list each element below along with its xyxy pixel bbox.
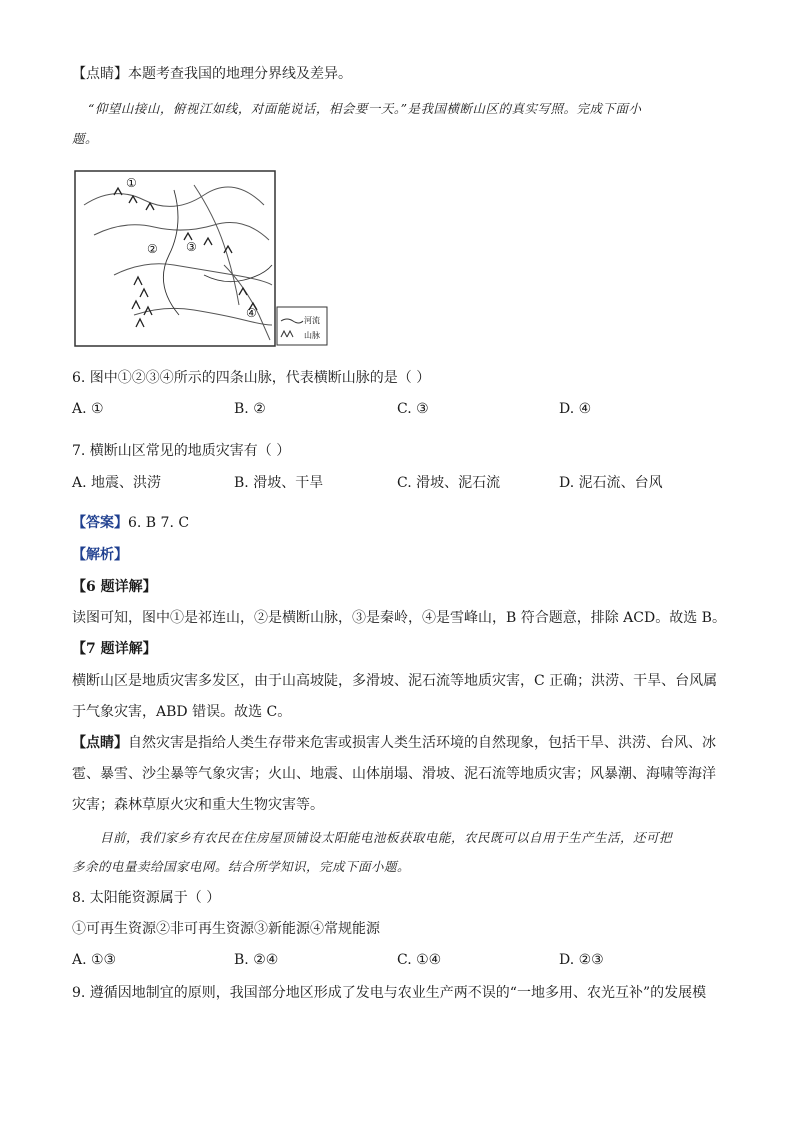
legend-river-label: 河流 xyxy=(304,316,320,325)
map-label-2: ② xyxy=(147,242,158,256)
dianjing-label: 【点睛】 xyxy=(72,735,128,751)
question-9-stem: 9. 遵循因地制宜的原则，我国部分地区形成了发电与农业生产两不误的“一地多用、农光互补”的发展模 xyxy=(72,985,707,1001)
q8-option-d: D. ②③ xyxy=(559,952,604,968)
answer-text: 6. B 7. C xyxy=(128,515,190,531)
passage-solar-line-2: 多余的电量卖给国家电网。结合所学知识，完成下面小题。 xyxy=(72,859,411,874)
q7-option-a: A. 地震、洪涝 xyxy=(72,475,162,491)
dianjing-line-3: 灾害；森林草原火灾和重大生物灾害等。 xyxy=(72,797,324,813)
map-svg xyxy=(74,165,330,351)
answer-line xyxy=(72,513,189,533)
question-8-sub: ①可再生资源②非可再生资源③新能源④常规能源 xyxy=(72,921,380,937)
dianjing-line-2: 雹、暴雪、沙尘暴等气象灾害；火山、地震、山体崩塌、滑坡、泥石流等地质灾害；风暴潮、海啸等海洋 xyxy=(72,766,716,782)
detail-7-label: 【7 题详解】 xyxy=(72,641,157,657)
q8-option-b: B. ②④ xyxy=(234,952,279,968)
dianjing-line-1 xyxy=(72,733,716,753)
q8-option-c: C. ①④ xyxy=(397,952,442,968)
q6-option-a: A. ① xyxy=(72,401,104,417)
question-6-stem: 6. 图中①②③④所示的四条山脉，代表横断山脉的是（ ） xyxy=(72,370,431,386)
q7-option-d: D. 泥石流、台风 xyxy=(559,475,663,491)
map-label-4: ④ xyxy=(246,306,257,320)
map-label-3: ③ xyxy=(186,240,197,254)
q6-option-b: B. ② xyxy=(234,401,266,417)
detail-6-text: 读图可知，图中①是祁连山，②是横断山脉，③是秦岭，④是雪峰山，B 符合题意，排除 ACD。故选 B。 xyxy=(72,610,726,626)
q6-option-c: C. ③ xyxy=(397,401,429,417)
question-8-stem: 8. 太阳能资源属于（ ） xyxy=(72,890,221,906)
answer-label: 【答案】 xyxy=(72,515,128,531)
detail-7-text-1: 横断山区是地质灾害多发区，由于山高坡陡，多滑坡、泥石流等地质灾害，C 正确；洪涝、干旱、台风属 xyxy=(72,673,718,689)
q7-option-b: B. 滑坡、干旱 xyxy=(234,475,324,491)
dianjing-text-1: 自然灾害是指给人类生存带来危害或损害人类生活环境的自然现象，包括干旱、洪涝、台风、冰 xyxy=(128,735,716,751)
mountain-map-figure xyxy=(74,165,330,351)
analysis-label: 【解析】 xyxy=(72,547,128,563)
q8-option-a: A. ①③ xyxy=(72,952,117,968)
passage-intro-line-1: “仰望山接山，俯视江如线，对面能说话，相会要一天。”是我国横断山区的真实写照。完成下面小 xyxy=(88,101,642,116)
passage-intro-line-2: 题。 xyxy=(72,131,99,146)
legend-mountain-label: 山脉 xyxy=(304,331,320,340)
map-label-1: ① xyxy=(126,176,137,190)
q7-option-c: C. 滑坡、泥石流 xyxy=(397,475,501,491)
dianjing-note-1: 【点睛】本题考查我国的地理分界线及差异。 xyxy=(72,66,352,82)
question-7-stem: 7. 横断山区常见的地质灾害有（ ） xyxy=(72,443,291,459)
detail-6-label: 【6 题详解】 xyxy=(72,579,157,595)
q6-option-d: D. ④ xyxy=(559,401,592,417)
detail-7-text-2: 于气象灾害，ABD 错误。故选 C。 xyxy=(72,704,292,720)
passage-solar-line-1: 目前，我们家乡有农民在住房屋顶铺设太阳能电池板获取电能，农民既可以自用于生产生活，还可把 xyxy=(100,830,673,845)
